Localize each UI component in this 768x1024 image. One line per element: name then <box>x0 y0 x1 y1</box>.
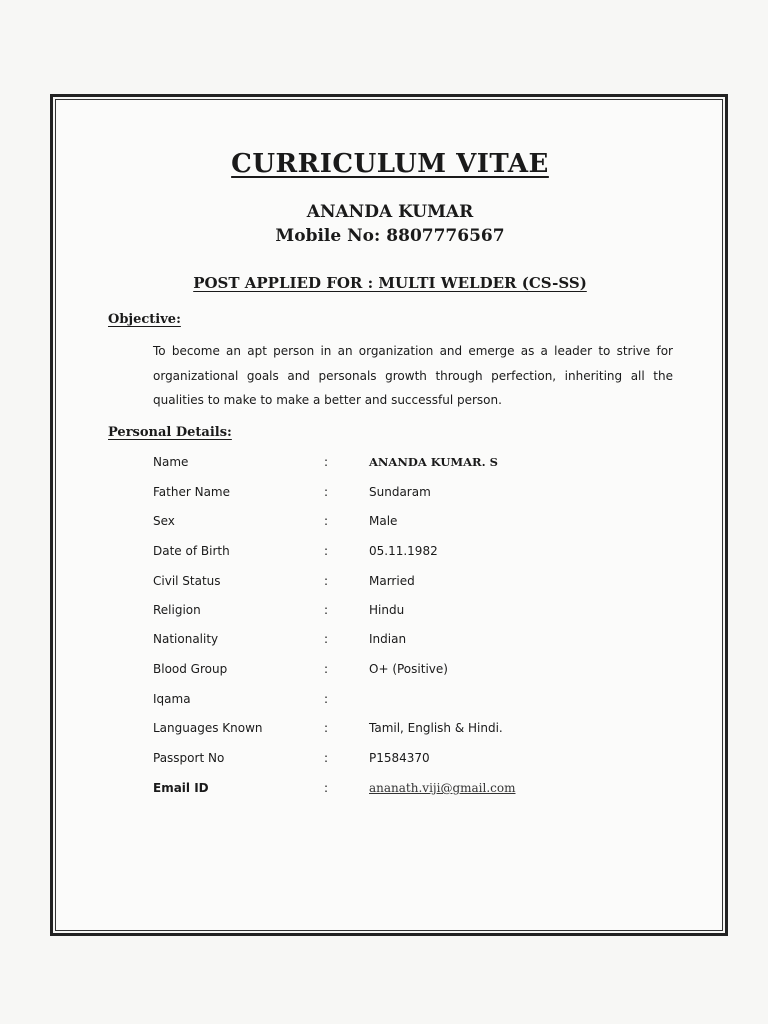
mobile-line <box>0 226 768 246</box>
detail-label: Passport No <box>153 751 225 765</box>
applicant-name: ANANDA KUMAR <box>306 202 474 222</box>
detail-separator: : <box>324 692 329 706</box>
email-link[interactable]: ananath.viji@gmail.com <box>369 781 516 795</box>
detail-row-sex <box>0 514 768 536</box>
detail-row-date-of-birth <box>0 544 768 566</box>
detail-separator: : <box>324 514 329 528</box>
detail-value: P1584370 <box>369 751 430 765</box>
detail-row-civil-status <box>0 574 768 596</box>
detail-separator: : <box>324 721 329 735</box>
detail-value: ANANDA KUMAR. S <box>369 455 498 469</box>
detail-value: Sundaram <box>369 485 431 499</box>
detail-separator: : <box>324 662 329 676</box>
detail-label: Languages Known <box>153 721 263 735</box>
detail-separator: : <box>324 751 329 765</box>
detail-separator: : <box>324 455 329 469</box>
detail-label: Iqama <box>153 692 191 706</box>
detail-separator: : <box>324 632 329 646</box>
detail-separator: : <box>324 574 329 588</box>
detail-value: Male <box>369 514 398 528</box>
detail-value: Hindu <box>369 603 405 617</box>
detail-value: Married <box>369 574 415 588</box>
detail-separator: : <box>324 603 329 617</box>
detail-label: Nationality <box>153 632 219 646</box>
objective-text: To become an apt person in an organization and emerge as a leader to strive for organizational goals and personals growth through perfection, inheriting all the qualities to make to make a better and successful person. <box>153 344 673 407</box>
detail-row-name <box>0 455 768 477</box>
post-applied: POST APPLIED FOR : MULTI WELDER (CS-SS) <box>193 274 587 292</box>
detail-separator: : <box>324 485 329 499</box>
detail-separator: : <box>324 544 329 558</box>
detail-row-passport-no <box>0 751 768 773</box>
objective-heading: Objective: <box>108 312 181 327</box>
detail-value: O+ (Positive) <box>369 662 448 676</box>
detail-separator: : <box>324 781 329 795</box>
detail-label: Sex <box>153 514 175 528</box>
detail-value: 05.11.1982 <box>369 544 438 558</box>
detail-row-father-name <box>0 485 768 507</box>
detail-label: Father Name <box>153 485 230 499</box>
detail-row-languages-known <box>0 721 768 743</box>
detail-row-religion <box>0 603 768 625</box>
detail-value: Tamil, English & Hindi. <box>369 721 503 735</box>
mobile-label: Mobile No: <box>275 226 381 246</box>
detail-row-blood-group <box>0 662 768 684</box>
detail-label: Name <box>153 455 189 469</box>
detail-row-email-id <box>0 781 768 803</box>
personal-details-heading: Personal Details: <box>108 425 232 440</box>
detail-row-iqama <box>0 692 768 714</box>
detail-label: Email ID <box>153 781 209 795</box>
detail-label: Religion <box>153 603 201 617</box>
detail-label: Blood Group <box>153 662 228 676</box>
detail-label: Civil Status <box>153 574 221 588</box>
mobile-number: 8807776567 <box>386 226 505 246</box>
detail-value: Indian <box>369 632 407 646</box>
detail-label: Date of Birth <box>153 544 230 558</box>
document-title: CURRICULUM VITAE <box>231 149 549 179</box>
detail-row-nationality <box>0 632 768 654</box>
